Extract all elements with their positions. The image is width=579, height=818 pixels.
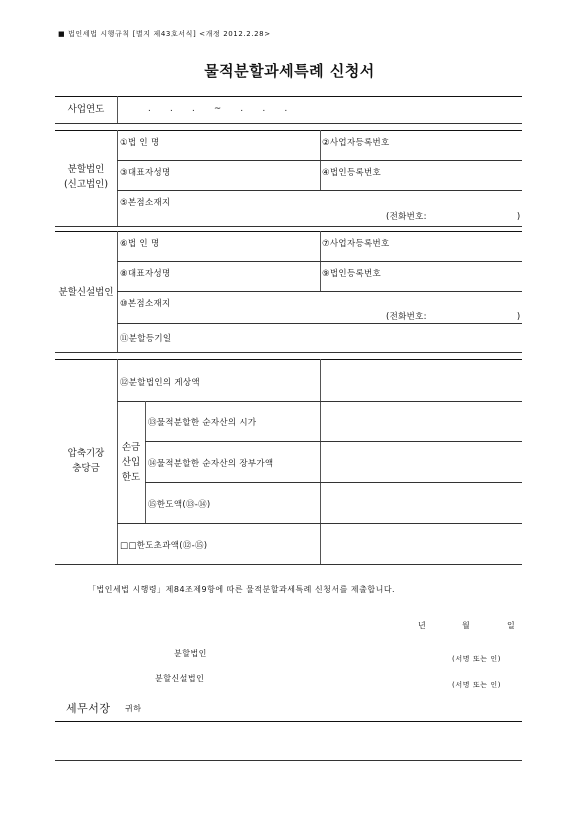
rule [55,96,522,97]
form-ref-text: 법인세법 시행규칙 [별지 제43호서식] <개정 2012.2.28> [68,30,271,38]
new-corp-label: 분할신설법인 [58,287,114,298]
splitting-corp-bizno-field[interactable]: ②사업자등록번호 [322,138,390,148]
divider [145,401,146,523]
new-corp-rep-field[interactable]: ⑧대표자성명 [120,269,171,279]
new-corp-bizno-field[interactable]: ⑦사업자등록번호 [322,239,390,249]
splitting-corp-name-field[interactable]: ①법 인 명 [120,138,160,148]
market-value-input[interactable] [321,402,521,440]
limit-label-line1: 손금 [121,442,141,453]
splitting-corp-corpno-field[interactable]: ④법인등록번호 [322,168,381,178]
excess-amount-input[interactable] [321,524,521,563]
page-title: 물적분할과세특례 신청서 [204,62,375,80]
splitting-corp-label-line2: (신고법인) [63,179,109,190]
business-year-label: 사업연도 [67,104,105,115]
splitting-sign-field[interactable]: (서명 또는 인) [452,655,502,663]
rule [117,291,522,292]
market-value-label: ⑬물적분할한 순자산의 시가 [148,418,257,428]
rule [55,130,522,131]
statement-text: 「법인세법 시행령」제84조제9항에 따른 물적분할과세특례 신청서를 제출합니다. [88,585,396,594]
limit-amount-label: ⑮한도액(⑬-⑭) [148,500,211,510]
square-bullet-icon: ■ [58,30,66,38]
new-corp-phone[interactable]: (전화번호: ) [386,312,521,322]
date-year[interactable]: 년 [418,621,427,630]
new-corp-name-field[interactable]: ⑥법 인 명 [120,239,160,249]
splitting-signer-label: 분할법인 [174,649,207,658]
book-value-label: ⑫분할법인의 게상액 [120,378,200,388]
book-amount-input[interactable] [321,442,521,481]
limit-label-line2: 산입 [121,457,141,468]
limit-label-line3: 한도 [121,472,141,483]
date-month[interactable]: 월 [462,621,471,630]
limit-amount-input[interactable] [321,483,521,522]
splitting-corp-label-line1: 분할법인 [67,164,105,175]
splitting-corp-rep-field[interactable]: ③대표자성명 [120,168,171,178]
rule [55,760,522,761]
rule [55,564,522,565]
limit-label [117,440,145,485]
rule [55,231,522,232]
divider [117,130,118,226]
rule [55,226,522,227]
compression-label [55,446,117,476]
rule [55,123,522,124]
rule [117,261,522,262]
splitting-corp-phone[interactable]: (전화번호: ) [386,212,521,222]
rule [117,190,522,191]
rule [117,160,522,161]
splitting-corp-label [55,162,117,192]
form-reference [58,29,271,39]
new-signer-label: 분할신설법인 [155,674,205,683]
new-corp-regdate-field[interactable]: ⑪분할등기일 [120,334,172,344]
excess-amount-label: □□한도초과액(⑫-⑮) [120,541,208,551]
compression-label-line1: 압축기장 [67,448,105,459]
new-sign-field[interactable]: (서명 또는 인) [452,681,502,689]
book-value-input[interactable] [321,360,521,400]
recipient-suffix: 귀하 [125,704,142,713]
splitting-corp-address-field[interactable]: ⑤본점소재지 [120,198,171,208]
rule [55,352,522,353]
divider [117,96,118,123]
recipient-office: 세무서장 [66,702,111,715]
new-corp-corpno-field[interactable]: ⑨법인등록번호 [322,269,381,279]
date-day[interactable]: 일 [507,621,516,630]
book-amount-label: ⑭물적분할한 순자산의 장부가액 [148,459,274,469]
business-year-field[interactable]: . . . ~ . . . [148,104,288,114]
rule [55,721,522,722]
rule [117,323,522,324]
new-corp-address-field[interactable]: ⑩본점소재지 [120,299,171,309]
compression-label-line2: 충당금 [72,463,100,474]
